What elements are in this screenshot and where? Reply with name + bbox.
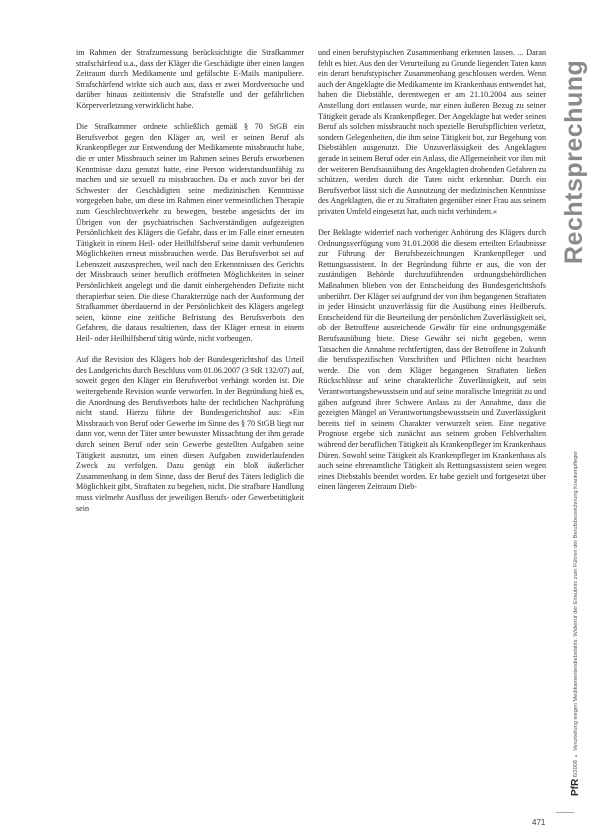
left-text-column bbox=[76, 48, 304, 514]
running-footer bbox=[570, 340, 581, 800]
divider bbox=[556, 812, 574, 813]
paragraph: Die Strafkammer ordnete schließlich gemäß § 70 StGB ein Berufsverbot gegen den Kläger an, weil er seinen Beruf als Krankenpfleger zur Entwendung der Medikamente missbraucht habe, die er unter Missbrauch seiner im Rahmen seines Berufs erworbenen Kenntnisse dazu genutzt hatte, eine Person widerstandsunfähig zu machen und sie sexuell zu missbrauchen. Da er auch zuvor bei der Schwester der Geschädigten seine medizinischen Kenntnisse vorgegeben habe, um diese im Rahmen einer vermeintlichen Therapie zum Geschlechtsverkehr zu bewegen, bestehe angesichts der im Übrigen von der psychiatrischen Sachverständigen aufgezeigten Persönlichkeit des Klägers die Gefahr, dass er im Falle einer erneuten Tätigkeit in einem Heil- oder Heilhilfsberuf seine damit verbundenen Möglichkeiten erneut missbrauchen werde. Das Berufsverbot sei auf Lebenszeit auszusprechen, weil nach den Erkenntnissen des Gerichts der Missbrauch seiner beruflich eröffneten Möglichkeiten in seiner Persönlichkeit angelegt und die damit einhergehenden Defizite nicht therapierbar seien. Die diese Charakterzüge nach der Ausformung der Strafkammer überdauernd in der Persönlichkeit des Klägers angelegt seien, könne eine zeitliche Befristung des Berufsverbots den Gefahren, die daraus resultierten, dass der Kläger erneut in einem Heil- oder Heilhilfsberuf tätig würde, nicht vorbeugen. bbox=[76, 122, 304, 344]
paragraph: und einen berufstypischen Zusammenhang erkennen lassen. ... Daran fehlt es hier. Aus den der Verurteilung zu Grunde liegenden Taten kann ein derart berufstypischer Zusammenhang geschlossen werden. Wenn auch der Angeklagte die Medikamente im Krankenhaus entwendet hat, haben die Diebstähle, derentwegen er am 21.10.2004 aus seiner Anstellung dort entlassen wurde, nur einen äußeren Bezug zu seiner Tätigkeit gerade als Krankenpfleger. Der Angeklagte hat weder seinen Beruf als solchen missbraucht noch spezielle Berufspflichten verletzt, sondern Gelegenheiten, die ihm seine Tätigkeit bot, zur Begehung von Diebstählen ausgenutzt. Die Unzuverlässigkeit des Angeklagten gerade in seinem Beruf oder ein Anlass, die Allgemeinheit vor ihm mit der weiteren Berufsausübung des Angeklagten drohenden Gefahren zu schützen, werden durch die Taten nicht erkennbar. Durch ein Berufsverbot lässt sich die Ausnutzung der medizinischen Kenntnisse des Angeklagten, die er zu Straftaten gegenüber einer Frau aus seinem privaten Umfeld eingesetzt hat, auch nicht verhindern.« bbox=[318, 48, 546, 216]
paragraph: Auf die Revision des Klägers hob der Bundesgerichtshof das Urteil des Landgerichts durch Beschluss vom 01.06.2007 (3 StR 132/07) auf, soweit gegen den Kläger ein Berufsverbot verhängt worden ist. Die weitergehende Revision wurde verworfen. In der Begründung hieß es, die Anordnung des Berufsverbots halte der rechtlichen Nachprüfung nicht stand. Hierzu führte der Bundesgerichtshof aus: »Ein Missbrauch von Beruf oder Gewerbe im Sinne des § 70 StGB liegt nur dann vor, wenn der Täter unter bewusster Missachtung der ihm gerade durch seinen Beruf oder sein Gewerbe gestellten Aufgaben seine Tätigkeit ausnutzt, um einen diesen Aufgaben zuwiderlaufenden Zweck zu verfolgen. Dazu genügt ein bloß äußerlicher Zusammenhang in dem Sinne, dass der Beruf des Täters lediglich die Möglichkeit gibt, Straftaten zu begehen, nicht. Die strafbare Handlung muss vielmehr Ausfluss der jeweiligen Berufs- oder Gewerbetätigkeit sein bbox=[76, 355, 304, 513]
right-text-column bbox=[318, 48, 546, 493]
footer-caption: 6/2008 ▪ Verurteilung wegen Medikamentendiebstahls: Widerruf der Erlaubnis zum Führen der Berufsbezeichnung Krankenpfleger bbox=[573, 450, 579, 778]
paragraph: Der Beklagte widerrief nach vorheriger Anhörung des Klägers durch Ordnungsverfügung vom 31.01.2008 die diesem erteilten Erlaubnisse zur Führung der Berufsbezeichnungen Krankenpfleger und Rettungsassistent. In der Begründung führte er aus, die von der zuständigen Behörde durchzuführenden ordnungsbehördlichen Maßnahmen blieben von der Entscheidung des Bundesgerichtshofs unberührt. Der Kläger sei aufgrund der von ihm begangenen Straftaten in jeder Hinsicht unzuverlässig für die Ausübung eines Heilberufs. Entscheidend für die Beurteilung der persönlichen Zuverlässigkeit sei, ob der Betroffene ausreichende Gewähr für eine ordnungsgemäße Berufsausübung biete. Diese Gewähr sei nicht gegeben, wenn Tatsachen die Annahme rechtfertigten, dass der Betroffene in Zukunft die berufsspezifischen Vorschriften und Pflichten nicht beachten werde. Die von dem Kläger begangenen Straftaten ließen Rückschlüsse auf seine charakterliche Zuverlässigkeit, auf sein Verantwortungsbewusstsein und auf seine moralische Integrität zu und gäben aufgrund ihrer Schwere Anlass zu der Annahme, dass die gezeigten Mängel an Verantwortungsbewusstsein und Zuverlässigkeit bereits tief in seinem Charakter verwurzelt seien. Eine negative Prognose ergebe sich zunächst aus seinem groben Fehlverhalten während der beruflichen Tätigkeit als Krankenpfleger im Krankenhaus Düren. Sowohl seine Tätigkeit als Krankenpfleger im Krankenhaus als auch seine ehrenamtliche Tätigkeit als Rettungsassistent seien wegen eines Diebstahls beendet worden. Er habe gezielt und fortgesetzt über einen längeren Zeitraum Dieb- bbox=[318, 228, 546, 492]
section-title: Rechtsprechung bbox=[560, 59, 588, 264]
journal-logo: PfR bbox=[570, 778, 581, 796]
page-number: 471 bbox=[532, 818, 546, 827]
paragraph: im Rahmen der Strafzumessung berücksichtigte die Strafkammer strafschärfend u.a., dass der Kläger die Geschädigte über einen langen Zeitraum durch Medikamente und gefälschte E-Mails manipuliere. Strafschärfend wirkte sich auch aus, dass er zwei Mordversuche und darüber hinaus zeitintensiv die Strafstelle und der gefährlichen Körperverletzung verwirklicht habe. bbox=[76, 48, 304, 110]
